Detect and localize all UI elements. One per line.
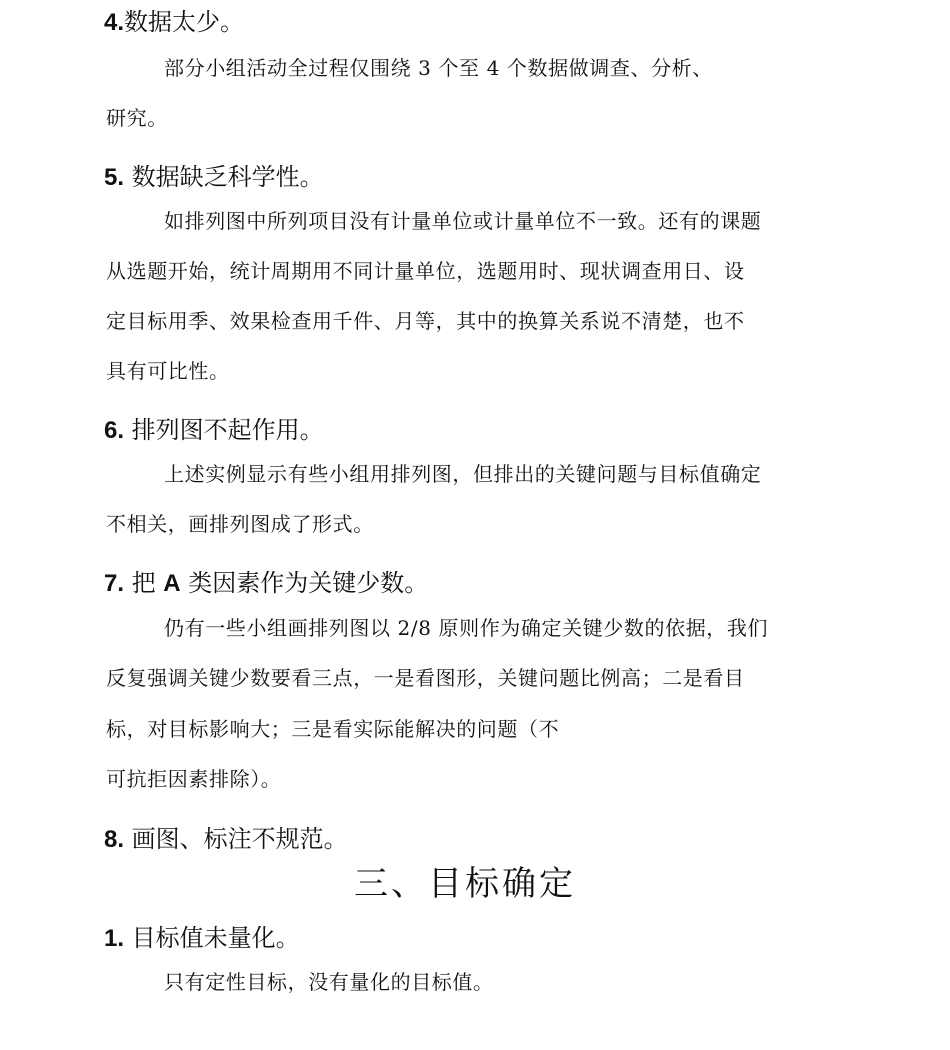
heading-1 <box>104 918 300 953</box>
heading-number: 8. <box>104 826 125 853</box>
paragraph-line: 研究。 <box>106 106 168 130</box>
heading-6 <box>104 410 324 445</box>
heading-letter: A <box>163 570 181 597</box>
heading-5 <box>104 157 324 192</box>
heading-text: 把 <box>131 569 156 597</box>
heading-text: 类因素作为关键少数。 <box>188 569 429 597</box>
heading-number: 1. <box>104 925 125 952</box>
heading-7 <box>104 563 428 598</box>
heading-number: 6. <box>104 417 125 444</box>
paragraph-line: 从选题开始，统计周期用不同计量单位，选题用时、现状调查用日、设 <box>106 259 745 283</box>
paragraph-line: 部分小组活动全过程仅围绕 3 个至 4 个数据做调查、分析、 <box>164 56 713 80</box>
heading-text: 数据缺乏科学性。 <box>131 163 324 191</box>
paragraph-line: 标，对目标影响大；三是看实际能解决的问题（不 <box>106 717 560 741</box>
section-title: 三、目标确定 <box>354 864 576 904</box>
heading-number: 5. <box>104 164 125 191</box>
heading-text: 画图、标注不规范。 <box>131 825 348 853</box>
heading-text: 数据太少。 <box>124 8 245 36</box>
heading-number: 7. <box>104 570 125 597</box>
heading-8 <box>104 819 348 854</box>
heading-4 <box>104 2 244 37</box>
heading-text: 排列图不起作用。 <box>131 416 324 444</box>
paragraph-line: 如排列图中所列项目没有计量单位或计量单位不一致。还有的课题 <box>164 209 762 233</box>
paragraph-line: 可抗拒因素排除）。 <box>106 767 282 791</box>
heading-text: 目标值未量化。 <box>131 924 300 952</box>
paragraph-line: 只有定性目标，没有量化的目标值。 <box>164 970 494 994</box>
heading-number: 4. <box>104 9 125 36</box>
paragraph-line: 不相关，画排列图成了形式。 <box>106 512 374 536</box>
paragraph-line: 具有可比性。 <box>106 359 230 383</box>
paragraph-line: 反复强调关键少数要看三点，一是看图形，关键问题比例高；二是看目 <box>106 666 745 690</box>
paragraph-line: 定目标用季、效果检查用千件、月等，其中的换算关系说不清楚，也不 <box>106 309 745 333</box>
paragraph-line: 上述实例显示有些小组用排列图，但排出的关键问题与目标值确定 <box>164 462 762 486</box>
paragraph-line: 仍有一些小组画排列图以 2/8 原则作为确定关键少数的依据，我们 <box>164 616 769 640</box>
